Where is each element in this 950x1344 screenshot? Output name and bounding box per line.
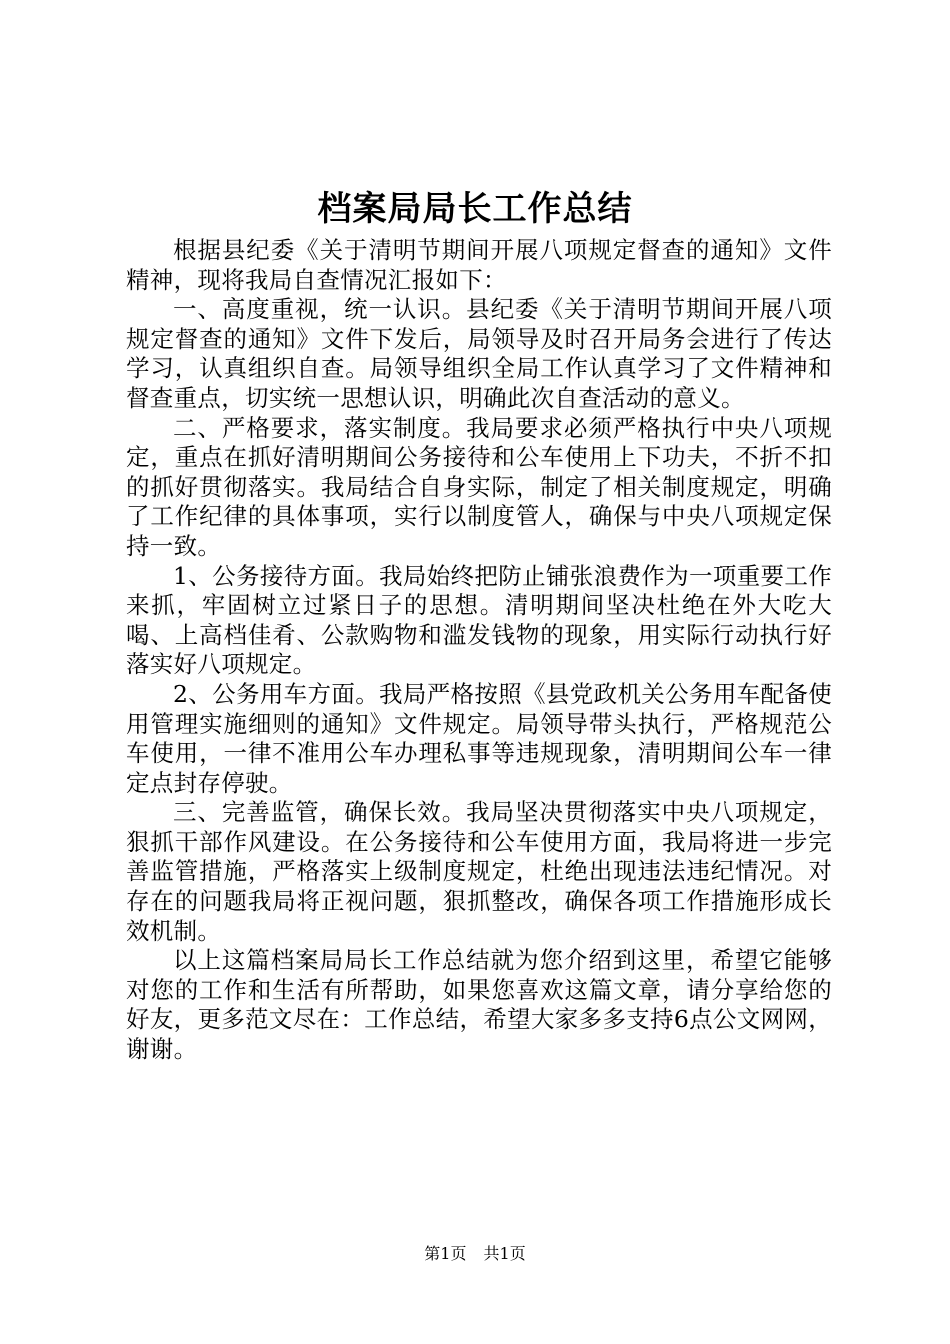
paragraph-item-2: 2、公务用车方面。我局严格按照《县党政机关公务用车配备使用管理实施细则的通知》文件规定。局领导带头执行，严格规范公车使用，一律不准用公车办理私事等违规现象，清明期间公车一律定点封存停驶。 <box>126 679 832 797</box>
paragraph-item-1: 1、公务接待方面。我局始终把防止铺张浪费作为一项重要工作来抓，牢固树立过紧日子的思想。清明期间坚决杜绝在外大吃大喝、上高档佳肴、公款购物和滥发钱物的现象，用实际行动执行好落实好八项规定。 <box>126 561 832 679</box>
document-body <box>126 236 832 1065</box>
page-footer <box>0 1242 950 1266</box>
document-title: 档案局局长工作总结 <box>317 189 633 229</box>
page-total: 共1页 <box>483 1244 526 1263</box>
paragraph-section-2: 二、严格要求，落实制度。我局要求必须严格执行中央八项规定，重点在抓好清明期间公务接待和公车使用上下功夫，不折不扣的抓好贯彻落实。我局结合自身实际，制定了相关制度规定，明确了工作纪律的具体事项，实行以制度管人，确保与中央八项规定保持一致。 <box>126 413 832 560</box>
paragraph-section-1: 一、高度重视，统一认识。县纪委《关于清明节期间开展八项规定督查的通知》文件下发后，局领导及时召开局务会进行了传达学习，认真组织自查。局领导组织全局工作认真学习了文件精神和督查重点，切实统一思想认识，明确此次自查活动的意义。 <box>126 295 832 412</box>
page-number: 第1页 <box>424 1244 467 1263</box>
paragraph-section-3: 三、完善监管，确保长效。我局坚决贯彻落实中央八项规定，狠抓干部作风建设。在公务接待和公车使用方面，我局将进一步完善监管措施，严格落实上级制度规定，杜绝出现违法违纪情况。对存在的问题我局将正视问题，狠抓整改，确保各项工作措施形成长效机制。 <box>126 798 832 945</box>
paragraph-closing: 以上这篇档案局局长工作总结就为您介绍到这里，希望它能够对您的工作和生活有所帮助，如果您喜欢这篇文章，请分享给您的好友，更多范文尽在：工作总结，希望大家多多支持6点公文网网，谢谢。 <box>126 946 832 1064</box>
paragraph-intro: 根据县纪委《关于清明节期间开展八项规定督查的通知》文件精神，现将我局自查情况汇报如下： <box>126 236 832 294</box>
